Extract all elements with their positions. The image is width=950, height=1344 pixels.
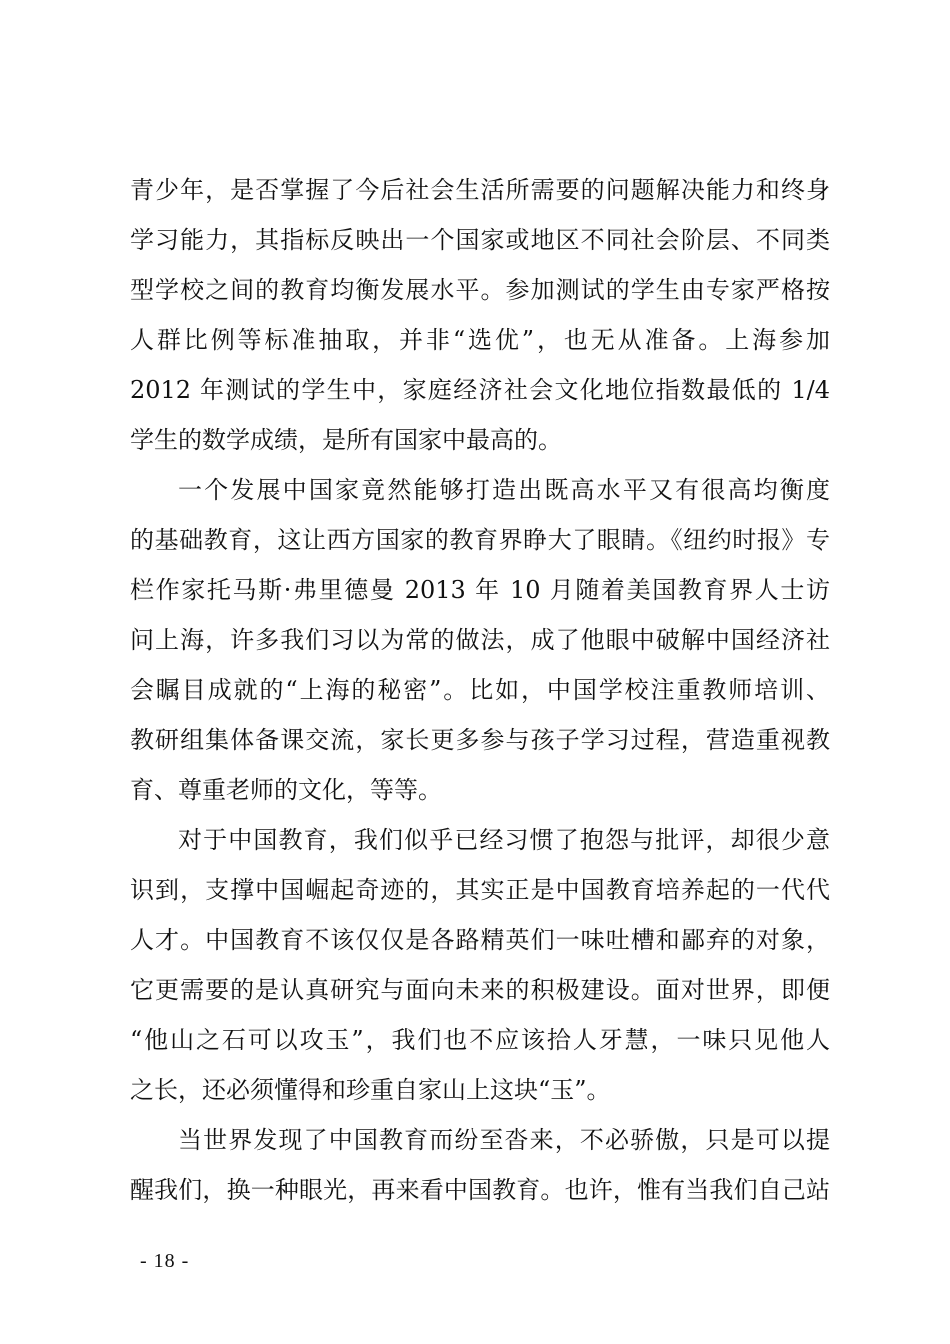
text-line: 栏作家托马斯·弗里德曼 2013 年 10 月随着美国教育界人士访: [130, 576, 830, 604]
page-number: - 18 -: [140, 1250, 190, 1272]
text-line: 识到，支撑中国崛起奇迹的，其实正是中国教育培养起的一代代: [130, 876, 830, 904]
text-line: 会瞩目成就的“上海的秘密”。比如，中国学校注重教师培训、: [130, 676, 830, 704]
text-line: 之长，还必须懂得和珍重自家山上这块“玉”。: [130, 1076, 611, 1104]
body-text: [130, 165, 830, 1215]
text-line: 学生的数学成绩，是所有国家中最高的。: [130, 426, 562, 454]
text-line: 学习能力，其指标反映出一个国家或地区不同社会阶层、不同类: [130, 226, 830, 254]
text-line: 醒我们，换一种眼光，再来看中国教育。也许，惟有当我们自己站: [130, 1176, 830, 1204]
text-line: 型学校之间的教育均衡发展水平。参加测试的学生由专家严格按: [130, 276, 830, 304]
text-line: 当世界发现了中国教育而纷至沓来，不必骄傲，只是可以提: [178, 1126, 830, 1154]
text-line: 对于中国教育，我们似乎已经习惯了抱怨与批评，却很少意: [178, 826, 830, 854]
text-line: 人群比例等标准抽取，并非“选优”，也无从准备。上海参加: [130, 326, 830, 354]
text-line: 它更需要的是认真研究与面向未来的积极建设。面对世界，即便: [130, 976, 830, 1004]
text-line: 一个发展中国家竟然能够打造出既高水平又有很高均衡度: [178, 476, 830, 504]
text-line: 育、尊重老师的文化，等等。: [130, 776, 442, 804]
text-line: 2012 年测试的学生中，家庭经济社会文化地位指数最低的 1/4: [130, 376, 830, 404]
text-line: 青少年，是否掌握了今后社会生活所需要的问题解决能力和终身: [130, 176, 830, 204]
text-line: 人才。中国教育不该仅仅是各路精英们一味吐槽和鄙弃的对象，: [130, 926, 830, 954]
text-line: 的基础教育，这让西方国家的教育界睁大了眼睛。《纽约时报》专: [130, 526, 830, 554]
text-line: 问上海，许多我们习以为常的做法，成了他眼中破解中国经济社: [130, 626, 830, 654]
text-line: 教研组集体备课交流，家长更多参与孩子学习过程，营造重视教: [130, 726, 830, 754]
text-line: “他山之石可以攻玉”，我们也不应该拾人牙慧，一味只见他人: [130, 1026, 830, 1054]
